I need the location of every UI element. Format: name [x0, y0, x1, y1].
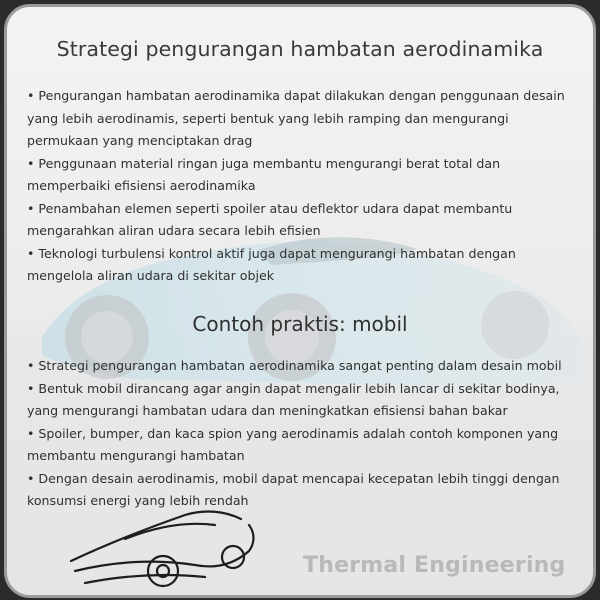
list-item: • Bentuk mobil dirancang agar angin dapat mengalir lebih lancar di sekitar bodinya, yang mengurangi hambatan udara dan meningkatkan efisiensi bahan bakar	[27, 380, 560, 418]
brand-watermark: Thermal Engineering	[303, 553, 566, 578]
list-item: • Strategi pengurangan hambatan aerodinamika sangat penting dalam desain mobil	[27, 358, 562, 373]
list-item: • Spoiler, bumper, dan kaca spion yang aerodinamis adalah contoh komponen yang membantu mengurangi hambatan	[27, 425, 559, 463]
car-sketch-icon	[65, 499, 265, 595]
list-item: • Penggunaan material ringan juga membantu mengurangi berat total dan memperbaiki efisiensi aerodinamika	[27, 155, 501, 193]
slide-title: Strategi pengurangan hambatan aerodinamika	[56, 37, 544, 61]
list-item: • Pengurangan hambatan aerodinamika dapat dilakukan dengan penggunaan desain yang lebih aerodinamis, seperti bentuk yang lebih ramping dan mengurangi permukaan yang menciptakan drag	[27, 88, 565, 148]
strategy-bullet-list	[27, 85, 579, 288]
slide-card	[4, 4, 596, 598]
list-item: • Dengan desain aerodinamis, mobil dapat mencapai kecepatan lebih tinggi dengan konsumsi energi yang lebih rendah	[27, 470, 560, 508]
section-subtitle: Contoh praktis: mobil	[192, 312, 408, 336]
example-bullet-list	[27, 355, 579, 513]
list-item: • Penambahan elemen seperti spoiler atau deflektor udara dapat membantu mengarahkan aliran udara secara lebih efisien	[27, 200, 513, 238]
list-item: • Teknologi turbulensi kontrol aktif juga dapat mengurangi hambatan dengan mengelola aliran udara di sekitar objek	[27, 245, 516, 283]
